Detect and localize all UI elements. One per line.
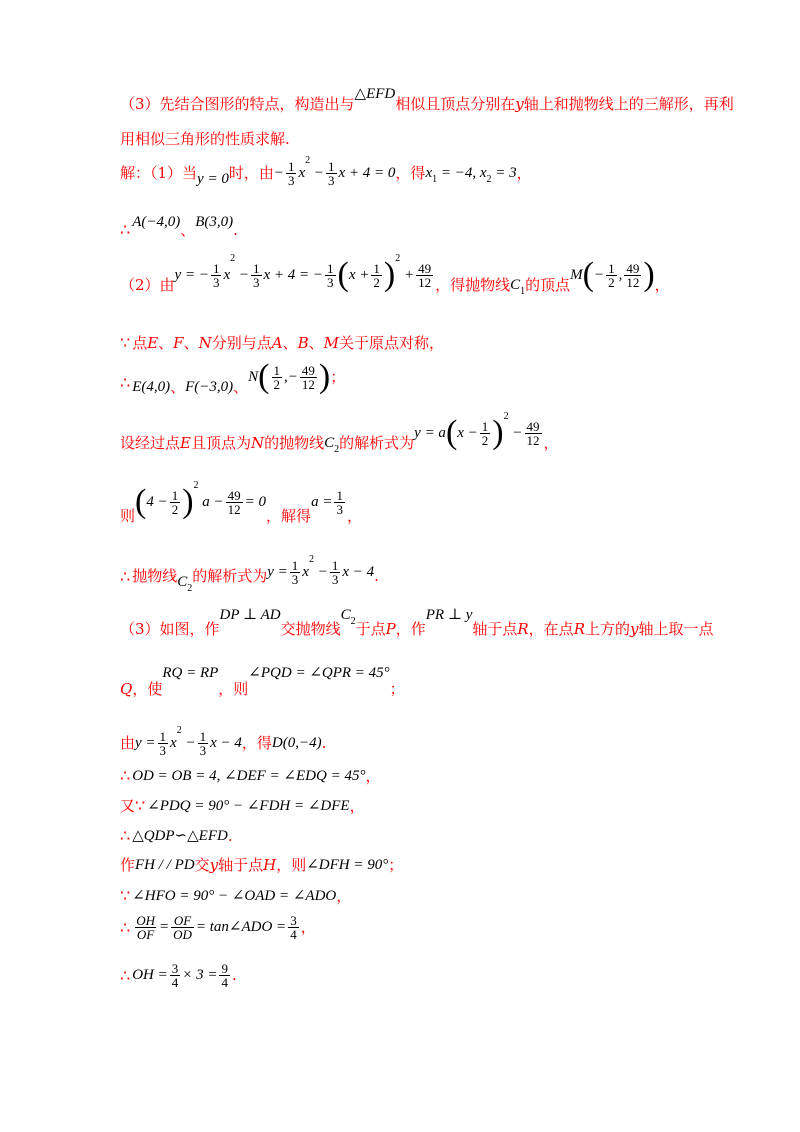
text: 、: [180, 220, 196, 239]
solution-line-19: ∴ $\frac{OH}{OF}$ = $\frac{OF}{OD}$ = tan∠ADO = $\frac{3}{4}$ ，: [120, 913, 316, 942]
math-point: E(4,0): [132, 378, 171, 395]
math-equation: y = $\frac{1}{3}$ x 2 − $\frac{1}{3}$ x − 4: [135, 725, 242, 758]
solution-line-11: （3）如图，作 DP ⊥ AD 交抛物线 C 2 于点 P ，作 PR ⊥ y 轴于点 R ，在点 R 上方的 y 轴上取一点: [120, 607, 714, 638]
therefore-symbol: ∴: [120, 373, 131, 392]
solution-line-5: （2）由 y = − $\frac{1}{3}$ x 2 − $\frac{1}{3}$ x + 4 = − $\frac{1}{3}$ ( x + $\frac{1}{2}$ ) 2 + $\frac{49}{12}$ ，得抛物线 C 1 的顶点 M ( − $\frac{1}{2}$ , $\frac{49}{12}$ ) ，: [120, 253, 670, 297]
text: ，: [516, 164, 532, 182]
math-point: A(−4,0): [132, 213, 181, 230]
solution-line-10: ∴ 抛物线 C 2 的解析式为 y = $\frac{1}{3}$ x 2 − $\frac{1}{3}$ x − 4 .: [120, 554, 379, 594]
math-expression: ∠PDQ = 90° − ∠FDH = ∠DFE: [147, 797, 350, 814]
math-point: F(−3,0): [185, 378, 234, 395]
text: 解：（1）当: [120, 164, 198, 182]
math-point: B(3,0): [195, 213, 234, 230]
solution-line-13: 由 y = $\frac{1}{3}$ x 2 − $\frac{1}{3}$ x − 4 ，得 D(0,−4) .: [120, 725, 327, 758]
text: （2）由: [120, 275, 175, 294]
math-expression: y = 0: [197, 171, 229, 187]
solution-line-8: 设经过点 E 且顶点为 N 的抛物线 C 2 的解析式为 y = a ( x − $\frac{1}{2}$ ) 2 − $\frac{49}{12}$ ，: [120, 411, 559, 455]
solution-line-4: [120, 213, 238, 239]
solution-line-18: ∵ ∠HFO = 90° − ∠OAD = ∠ADO ，: [120, 886, 352, 905]
text: ，得抛物线: [435, 275, 511, 294]
solution-line-17: 作 FH / / PD 交 y 轴于点 H ，则 ∠DFH = 90° ；: [120, 856, 404, 874]
math-equation: y = $\frac{1}{3}$ x 2 − $\frac{1}{3}$ x − 4: [267, 554, 375, 587]
math-expression: FH / / PD: [135, 857, 195, 873]
math-vertex-M: M ( − $\frac{1}{2}$ , $\frac{49}{12}$ ): [570, 256, 655, 293]
text: 的顶点: [525, 275, 571, 294]
solution-line-12: Q ，使 RQ = RP ，则 ∠PQD = ∠QPR = 45° ；: [120, 665, 405, 698]
solution-line-20: ∴ OH = $\frac{3}{4}$ × 3 = $\frac{9}{4}$ .: [120, 961, 237, 990]
math-expression: △EFD: [354, 86, 396, 102]
text: .: [233, 220, 238, 239]
solution-line-7: ∴ E(4,0) 、 F(−3,0) 、 N ( $\frac{1}{2}$ ,− $\frac{49}{12}$ ) ；: [120, 358, 346, 396]
math-solution: a = $\frac{1}{3}$: [311, 487, 343, 517]
math-expression: RQ = RP: [162, 665, 219, 681]
solution-line-9: 则 ( 4 − $\frac{1}{2}$ ) 2 a − $\frac{49}{12}$ = 0 ，解得 a = $\frac{1}{3}$ ，: [120, 480, 362, 525]
math-roots: x 1 = −4, x 2 = 3: [425, 165, 517, 185]
solution-line-16: ∴ △QDP∽△EFD .: [120, 826, 233, 845]
text: ，: [654, 275, 670, 294]
text: 相似且顶点分别在: [395, 95, 516, 113]
math-point-N: N ( $\frac{1}{2}$ ,− $\frac{49}{12}$ ): [248, 358, 331, 395]
solution-line-6: ∵ 点 E 、 F 、 N 分别与点 A 、 B 、 M 关于原点对称，: [120, 333, 445, 352]
math-equation: − $\frac{1}{3}$ x 2 − $\frac{1}{3}$ x + 4 = 0: [273, 155, 396, 188]
solution-line-15: 又 ∵ ∠PDQ = 90° − ∠FDH = ∠DFE ，: [120, 796, 365, 815]
math-equation: y = − $\frac{1}{3}$ x 2 − $\frac{1}{3}$ x + 4 = − $\frac{1}{3}$ ( x + $\frac{1}{2}$ ) 2 + $\frac{49}{12}$: [174, 253, 432, 293]
math-expression: △QDP∽△EFD: [132, 827, 228, 844]
solution-line-3: [120, 155, 532, 188]
math-ratio: $\frac{OH}{OF}$ = $\frac{OF}{OD}$ = tan∠ADO = $\frac{3}{4}$: [136, 913, 297, 942]
math-expression: PR ⊥ y: [425, 607, 473, 623]
math-equation: y = a ( x − $\frac{1}{2}$ ) 2 − $\frac{49}{12}$: [414, 411, 540, 451]
math-expression: OD = OB = 4, ∠DEF = ∠EDQ = 45°: [132, 767, 366, 784]
math-point: D(0,−4): [271, 735, 322, 751]
text: 时，由: [228, 164, 274, 182]
math-expression: ∠HFO = 90° − ∠OAD = ∠ADO: [132, 887, 337, 904]
therefore-symbol: ∴: [120, 220, 131, 239]
math-equation: ( 4 − $\frac{1}{2}$ ) 2 a − $\frac{49}{12}$ = 0: [135, 480, 267, 520]
variable: y: [515, 95, 524, 113]
text: 轴上和抛物线上的三解形，再利: [523, 95, 734, 113]
math-expression: DP ⊥ AD: [219, 607, 281, 623]
because-symbol: ∵: [120, 333, 131, 352]
solution-line-1: [120, 86, 734, 113]
text: ，得: [395, 164, 426, 182]
text: 用相似三角形的性质求解.: [120, 130, 290, 148]
solution-line-14: ∴ OD = OB = 4, ∠DEF = ∠EDQ = 45° ，: [120, 766, 381, 785]
math-expression: ∠PQD = ∠QPR = 45°: [248, 665, 390, 681]
solution-line-2: [120, 132, 290, 147]
text: 点: [132, 333, 148, 352]
math-expression: ∠DFH = 90°: [306, 857, 389, 873]
text: （3）先结合图形的特点，构造出与: [120, 95, 355, 113]
math-result: OH = $\frac{3}{4}$ × 3 = $\frac{9}{4}$: [132, 961, 228, 990]
